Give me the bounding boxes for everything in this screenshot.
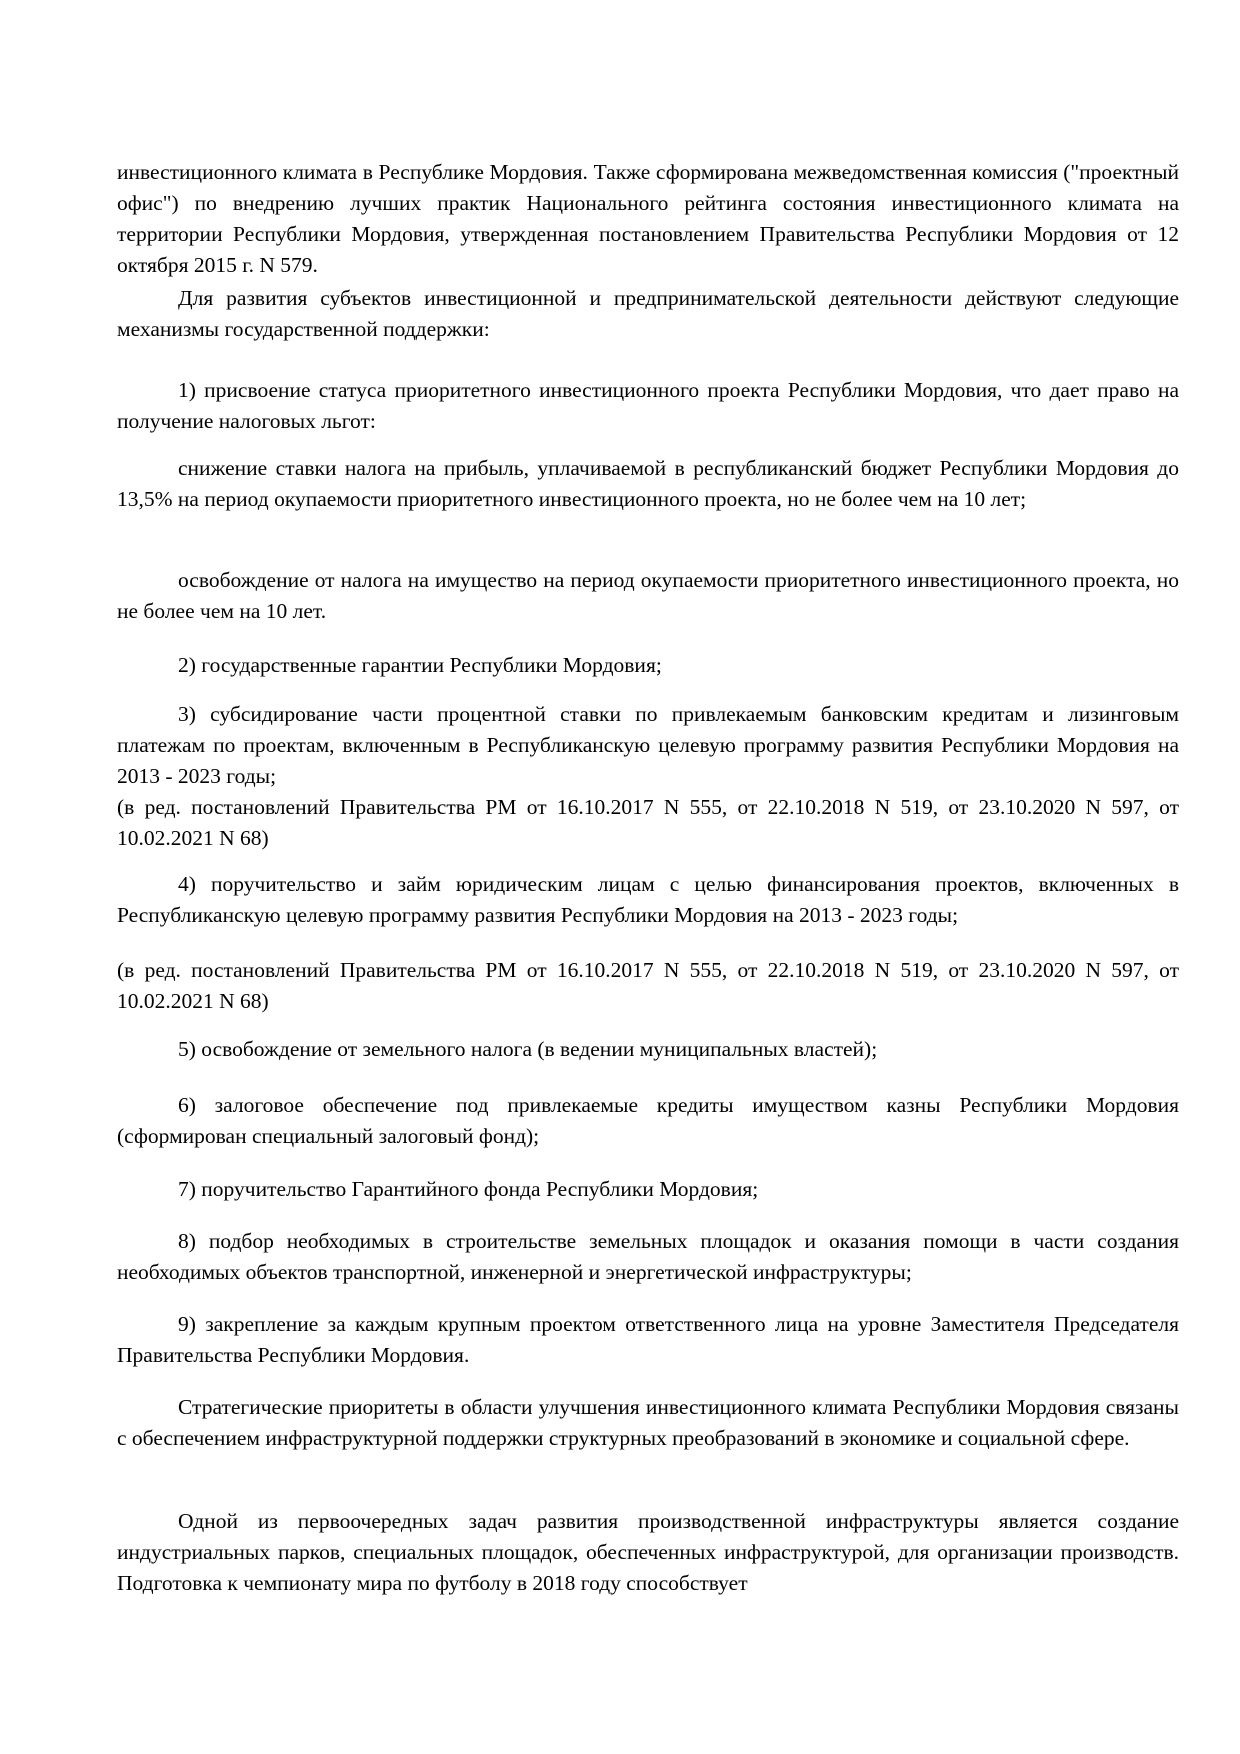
amendment-note: (в ред. постановлений Правительства РМ от 16.10.2017 N 555, от 22.10.2018 N 519, от 23.10.2020 N 597, от 10.02.2021 N 68) [117, 958, 1179, 1013]
list-item-4: 4) поручительство и займ юридическим лицам с целью финансирования проектов, включенных в Республиканскую целевую программу развития Республики Мордовия на 2013 - 2023 годы; [117, 872, 1179, 927]
list-item-2: 2) государственные гарантии Республики Мордовия; [178, 653, 662, 677]
sub-item-property-tax: освобождение от налога на имущество на период окупаемости приоритетного инвестиционного проекта, но не более чем на 10 лет. [117, 568, 1179, 623]
paragraph-support-intro: Для развития субъектов инвестиционной и предпринимательской деятельности действуют следующие механизмы государственной поддержки: [117, 286, 1179, 341]
list-item-5: 5) освобождение от земельного налога (в ведении муниципальных властей); [178, 1037, 878, 1061]
list-item-8: 8) подбор необходимых в строительстве земельных площадок и оказания помощи в части создания необходимых объектов транспортной, инженерной и энергетической инфраструктуры; [117, 1229, 1179, 1284]
paragraph-strategic-priorities: Стратегические приоритеты в области улучшения инвестиционного климата Республики Мордовия связаны с обеспечением инфраструктурной поддержки структурных преобразований в экономике и социальной сфере. [117, 1395, 1179, 1450]
amendment-note: (в ред. постановлений Правительства РМ от 16.10.2017 N 555, от 22.10.2018 N 519, от 23.10.2020 N 597, от 10.02.2021 N 68) [117, 795, 1179, 850]
list-item-9: 9) закрепление за каждым крупным проектом ответственного лица на уровне Заместителя Председателя Правительства Республики Мордовия. [117, 1312, 1179, 1367]
paragraph-continuation: инвестиционного климата в Республике Мордовия. Также сформирована межведомственная комиссия ("проектный офис") по внедрению лучших практик Национального рейтинга состояния инвестиционного климата на территории Республики Мордовия, утвержденная постановлением Правительства Республики Мордовия от 12 октября 2015 г. N 579. [117, 160, 1179, 277]
list-item-1: 1) присвоение статуса приоритетного инвестиционного проекта Республики Мордовия, что дает право на получение налоговых льгот: [117, 378, 1179, 433]
list-item-6: 6) залоговое обеспечение под привлекаемые кредиты имуществом казны Республики Мордовия (сформирован специальный залоговый фонд); [117, 1093, 1179, 1148]
paragraph-industrial-parks: Одной из первоочередных задач развития производственной инфраструктуры является создание индустриальных парков, специальных площадок, обеспеченных инфраструктурой, для организации производств. Подготовка к чемпионату мира по футболу в 2018 году способствует [117, 1509, 1179, 1595]
sub-item-profit-tax: снижение ставки налога на прибыль, уплачиваемой в республиканский бюджет Республики Мордовия до 13,5% на период окупаемости приоритетного инвестиционного проекта, но не более чем на 10 лет; [117, 456, 1179, 511]
list-item-3: 3) субсидирование части процентной ставки по привлекаемым банковским кредитам и лизинговым платежам по проектам, включенным в Республиканскую целевую программу развития Республики Мордовия на 2013 - 2023 годы; [117, 702, 1179, 788]
list-item-7: 7) поручительство Гарантийного фонда Республики Мордовия; [178, 1177, 759, 1201]
